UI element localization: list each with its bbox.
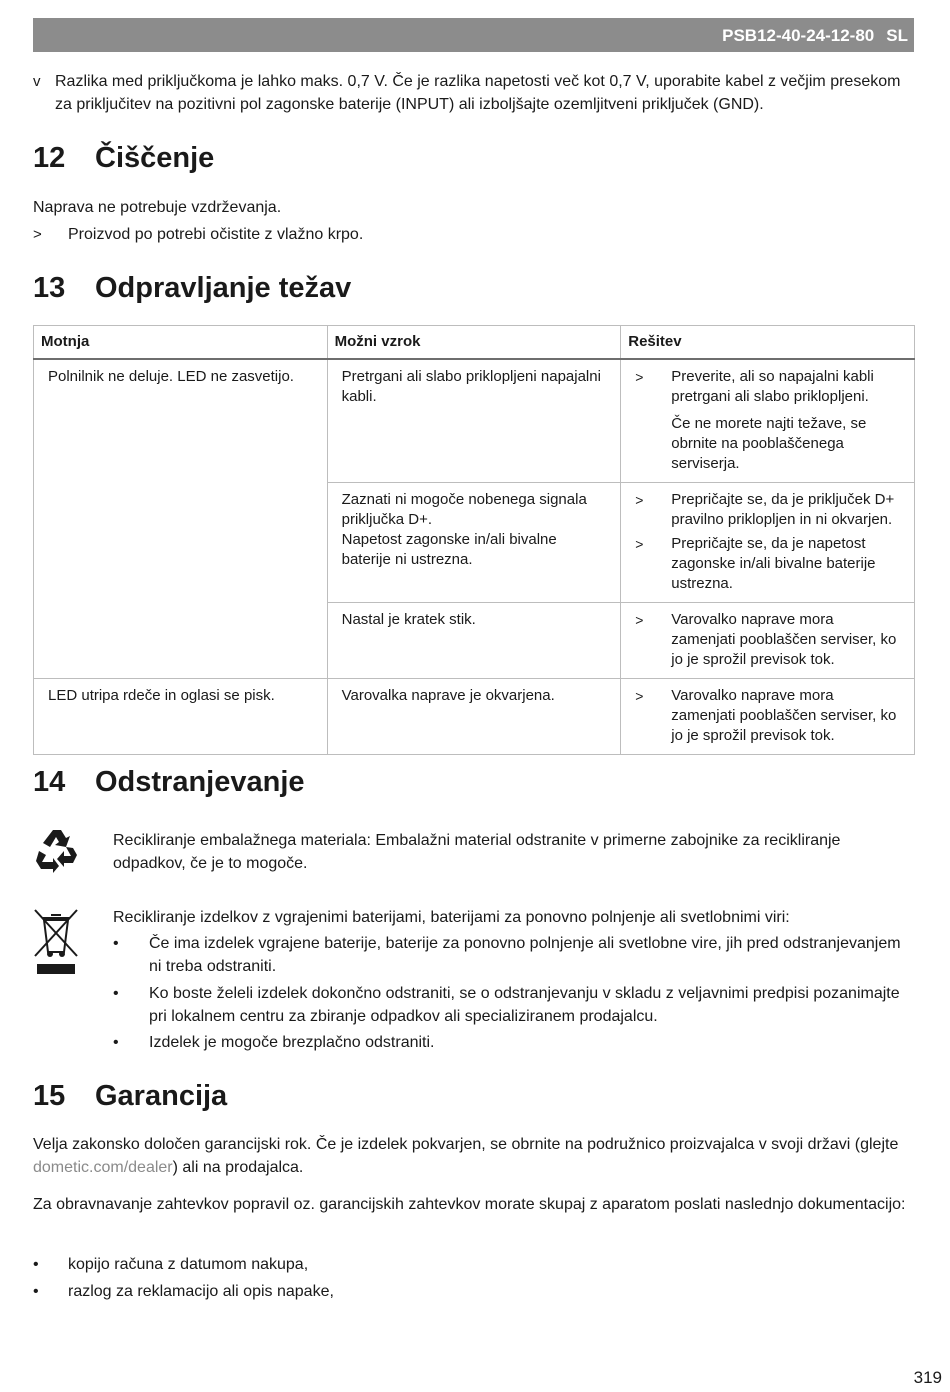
cause-line: Napetost zagonske in/ali bivalne baterije ni ustrezna. — [341, 531, 557, 568]
list-item — [113, 982, 913, 1028]
bullet-marker: • — [113, 935, 119, 952]
step-marker: > — [635, 369, 644, 385]
solution-item — [635, 490, 900, 530]
products-intro: Recikliranje izdelkov z vgrajenimi baterijami, baterijami za ponovno polnjenje ali svetlobnimi viri: — [113, 909, 790, 926]
language-code: SL — [886, 25, 908, 45]
list-item — [33, 1253, 913, 1276]
section-12-step — [33, 223, 913, 246]
bullet-marker: • — [113, 1034, 119, 1051]
intro-paragraph — [33, 70, 913, 116]
cause-cell: Nastal je kratek stik. — [327, 603, 621, 679]
documentation-paragraph: Za obravnavanje zahtevkov popravil oz. garancijskih zahtevkov morate skupaj z aparatom poslati naslednjo dokumentacijo: — [33, 1196, 906, 1213]
section-title: Čiščenje — [95, 142, 215, 174]
troubleshooting-table — [33, 325, 915, 755]
step-marker: > — [635, 536, 644, 552]
section-number: 12 — [33, 142, 66, 174]
list-item — [33, 1280, 913, 1303]
section-12-text: Naprava ne potrebuje vzdrževanja. — [33, 199, 282, 216]
warranty-text-end: ) ali na prodajalca. — [172, 1159, 304, 1176]
fault-cell: Polnilnik ne deluje. LED ne zasvetijo. — [34, 359, 328, 679]
section-number: 14 — [33, 766, 66, 798]
section-12-heading — [33, 141, 214, 175]
solution-item — [635, 367, 900, 407]
section-number: 13 — [33, 272, 66, 304]
table-header-row — [34, 326, 915, 360]
header-bar — [33, 18, 914, 52]
page-number: 319 — [913, 1368, 942, 1387]
list-item-text: razlog za reklamacijo ali opis napake, — [68, 1283, 334, 1300]
solution-text: Prepričajte se, da je napetost zagonske in/ali bivalne baterije ustrezna. — [671, 535, 876, 592]
list-item-text: Ko boste želeli izdelek dokončno odstraniti, se o odstranjevanju v skladu z veljavnimi predpisi pozanimajte pri lokalnem centru za zbiranje odpadkov ali specializiranem prodajalcu. — [149, 985, 900, 1025]
bullet-marker: • — [33, 1283, 39, 1300]
cause-line: Zaznati ni mogoče nobenega signala priključka D+. — [341, 491, 587, 528]
step-marker: > — [635, 688, 644, 704]
bullet-marker: • — [33, 1256, 39, 1273]
solution-text: Prepričajte se, da je priključek D+ pravilno priklopljen in ni okvarjen. — [671, 491, 895, 528]
step-marker: > — [33, 226, 42, 243]
solution-cell — [621, 359, 915, 483]
fault-cell: LED utripa rdeče in oglasi se pisk. — [34, 679, 328, 755]
solution-item — [635, 534, 900, 594]
table-row — [34, 359, 915, 483]
solution-cell — [621, 603, 915, 679]
step-text: Proizvod po potrebi očistite z vlažno krpo. — [68, 226, 364, 243]
list-item-text: Izdelek je mogoče brezplačno odstraniti. — [149, 1034, 435, 1051]
table-row — [34, 679, 915, 755]
section-title: Garancija — [95, 1080, 228, 1112]
section-15-heading — [33, 1079, 227, 1113]
solution-text: Varovalko naprave mora zamenjati pooblaščen serviser, ko jo je sprožil previsok tok. — [671, 687, 897, 744]
solution-cell — [621, 483, 915, 603]
list-item — [113, 932, 913, 978]
list-item-text: kopijo računa z datumom nakupa, — [68, 1256, 309, 1273]
cause-cell: Varovalka naprave je okvarjena. — [327, 679, 621, 755]
recycling-icon — [33, 826, 81, 874]
cause-cell — [327, 483, 621, 603]
list-item-text: Če ima izdelek vgrajene baterije, baterije za ponovno polnjenje ali svetlobne vire, jih pred odstranjevanjem ni treba odstraniti. — [149, 935, 901, 975]
step-marker: > — [635, 492, 644, 508]
warranty-paragraph — [33, 1133, 913, 1179]
bullet-marker: • — [113, 985, 119, 1002]
dealer-link[interactable]: dometic.com/dealer — [33, 1159, 173, 1176]
column-header: Rešitev — [621, 326, 915, 360]
solution-text: Preverite, ali so napajalni kabli pretrgani ali slabo priklopljeni. — [671, 368, 874, 405]
crossed-out-bin-icon — [33, 908, 79, 976]
solution-note: Če ne morete najti težave, se obrnite na pooblaščenega serviserja. — [671, 415, 867, 472]
section-number: 15 — [33, 1080, 66, 1112]
solution-item — [635, 686, 900, 746]
model-name: PSB12-40-24-12-80 — [722, 25, 875, 45]
solution-cell — [621, 679, 915, 755]
section-title: Odpravljanje težav — [95, 272, 352, 304]
section-13-heading — [33, 271, 351, 305]
column-header: Možni vzrok — [327, 326, 621, 360]
solution-item — [635, 610, 900, 670]
intro-text: Razlika med priključkoma je lahko maks. 0,7 V. Če je razlika napetosti več kot 0,7 V, uporabite kabel z večjim presekom za priključitev na pozitivni pol zagonske baterije (INPUT) ali izboljšajte ozemljitveni priključek (GND). — [55, 73, 901, 113]
check-marker: v — [33, 73, 41, 90]
warranty-text: Velja zakonsko določen garancijski rok. Če je izdelek pokvarjen, se obrnite na podružnico proizvajalca v svoji državi (glejte — [33, 1136, 899, 1153]
section-14-heading — [33, 765, 305, 799]
section-title: Odstranjevanje — [95, 766, 305, 798]
cause-cell: Pretrgani ali slabo priklopljeni napajalni kabli. — [327, 359, 621, 483]
column-header: Motnja — [34, 326, 328, 360]
solution-text: Varovalko naprave mora zamenjati pooblaščen serviser, ko jo je sprožil previsok tok. — [671, 611, 897, 668]
step-marker: > — [635, 612, 644, 628]
packaging-text: Recikliranje embalažnega materiala: Embalažni material odstranite v primerne zabojnike za recikliranje odpadkov, če je to mogoče. — [113, 832, 841, 872]
list-item — [113, 1031, 913, 1054]
